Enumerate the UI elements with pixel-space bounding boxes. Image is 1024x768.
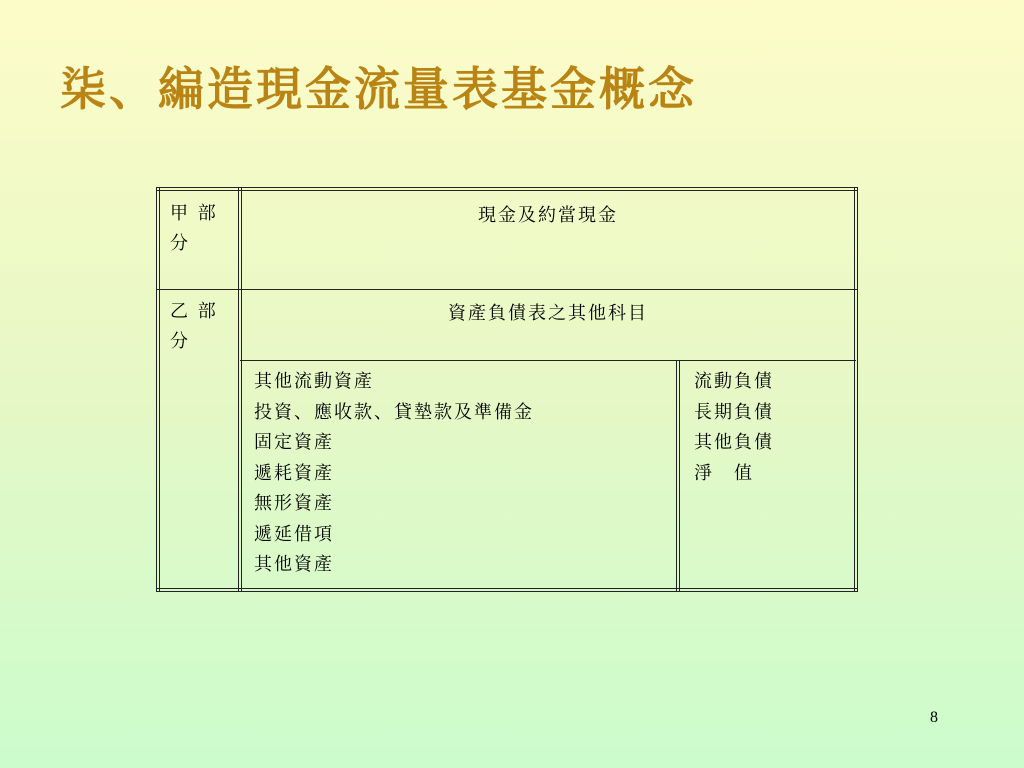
liabilities-list [694, 367, 854, 489]
section-divider [156, 289, 858, 290]
part-b-label-line1: 乙 部 [170, 301, 218, 322]
heading-divider [240, 360, 856, 361]
assets-liabilities-divider [676, 360, 680, 592]
table-border-bottom [156, 588, 858, 592]
part-a-heading: 現金及約當現金 [478, 205, 618, 226]
list-item: 其他負債 [694, 432, 774, 453]
list-item: 其他流動資產 [254, 371, 374, 392]
assets-list [254, 367, 674, 581]
cash-flow-concept-table [156, 187, 858, 592]
list-item: 長期負債 [694, 401, 774, 423]
list-item: 固定資產 [254, 432, 334, 453]
list-item: 遞延借項 [254, 523, 334, 545]
table-border-right [854, 187, 858, 592]
part-a-label-line2: 分 [170, 233, 190, 254]
page-number: 8 [930, 709, 938, 726]
table-border-top [156, 187, 858, 191]
table-border-left [156, 187, 160, 592]
list-item: 其他資產 [254, 554, 334, 575]
list-item: 無形資產 [254, 493, 334, 514]
list-item: 遞耗資產 [254, 462, 334, 484]
list-item: 流動負債 [694, 371, 774, 392]
list-item: 淨 值 [694, 462, 754, 484]
part-b-label-line2: 分 [170, 331, 190, 352]
part-a-label [170, 199, 240, 259]
part-b-heading: 資產負債表之其他科目 [448, 303, 648, 324]
part-a-label-line1: 甲 部 [170, 203, 218, 224]
part-b-label [170, 297, 240, 357]
slide-title: 柒、編造現金流量表基金概念 [60, 62, 697, 116]
list-item: 投資、應收款、貸墊款及準備金 [254, 401, 534, 423]
